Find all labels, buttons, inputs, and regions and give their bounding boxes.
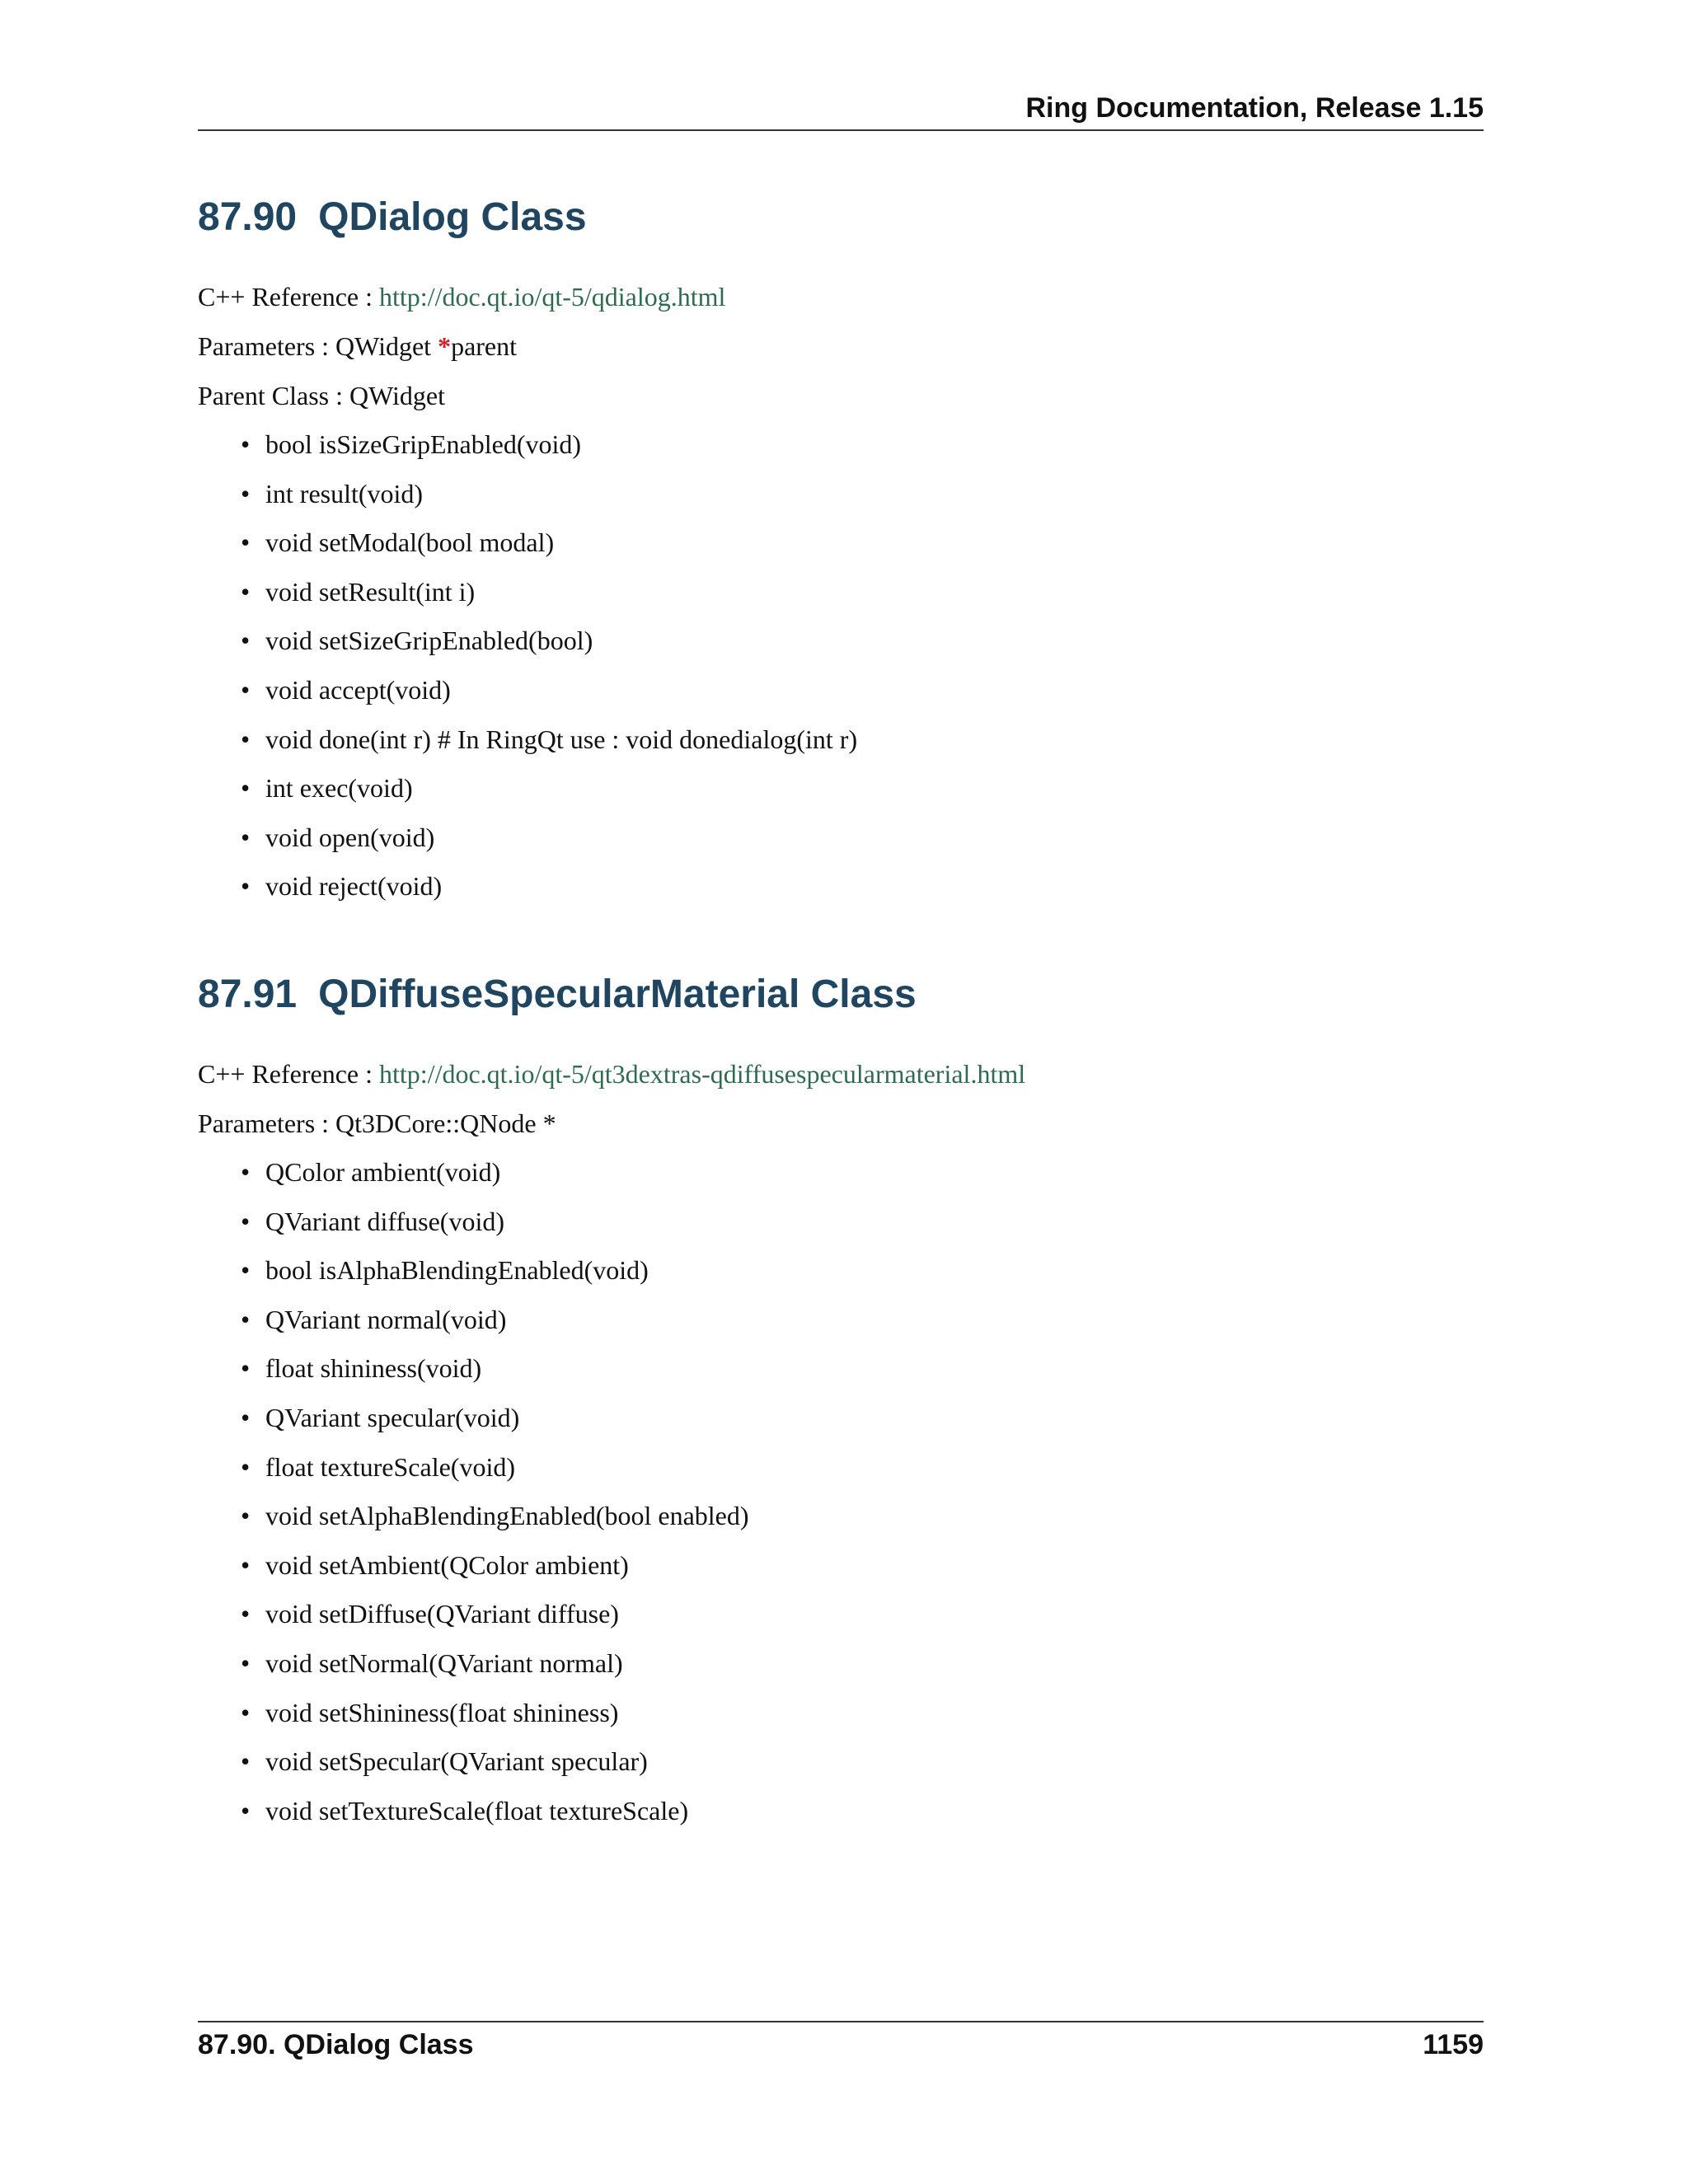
method-signature: void setNormal(QVariant normal) <box>265 1647 623 1678</box>
method-item <box>198 764 1484 813</box>
method-signature: int exec(void) <box>265 773 413 804</box>
bullet-icon: • <box>241 576 251 607</box>
cpp-reference-line <box>198 272 1484 321</box>
method-signature: void done(int r) # In RingQt use : void donedialog(int r) <box>265 724 858 754</box>
method-signature: void setSizeGripEnabled(bool) <box>265 626 593 656</box>
cpp-reference-label: C++ Reference : <box>198 282 373 312</box>
section-heading <box>198 968 1484 1021</box>
parent-class-value: QWidget <box>349 381 445 410</box>
method-signature: float textureScale(void) <box>265 1451 515 1482</box>
method-item <box>198 862 1484 912</box>
bullet-icon: • <box>241 478 251 509</box>
method-item <box>198 1148 1484 1197</box>
method-signature: void setSpecular(QVariant specular) <box>265 1746 648 1777</box>
section-qdialog <box>198 191 1484 912</box>
bullet-icon: • <box>241 1746 251 1777</box>
method-signature: void open(void) <box>265 822 435 852</box>
method-item <box>198 1787 1484 1836</box>
cpp-reference-line <box>198 1049 1484 1099</box>
bullet-icon: • <box>241 1501 251 1531</box>
method-item <box>198 813 1484 863</box>
parameters-line <box>198 321 1484 371</box>
section-qdiffusespecularmaterial <box>198 968 1484 1835</box>
method-item <box>198 1492 1484 1541</box>
method-item <box>198 1590 1484 1639</box>
section-number: 87.91 <box>198 972 298 1016</box>
method-signature: float shininess(void) <box>265 1353 482 1384</box>
method-signature: void setResult(int i) <box>265 576 476 607</box>
pointer-asterisk: * <box>438 331 452 361</box>
section-heading <box>198 191 1484 244</box>
method-item <box>198 470 1484 519</box>
method-signature: void setTextureScale(float textureScale) <box>265 1795 689 1825</box>
bullet-icon: • <box>241 1402 251 1432</box>
bullet-icon: • <box>241 1206 251 1236</box>
method-signature: int result(void) <box>265 478 424 509</box>
method-signature: void setDiffuse(QVariant diffuse) <box>265 1599 619 1629</box>
method-item <box>198 1443 1484 1493</box>
bullet-icon: • <box>241 871 251 902</box>
bullet-icon: • <box>241 674 251 705</box>
parameters-label: Parameters : <box>198 1108 330 1138</box>
bullet-icon: • <box>241 626 251 656</box>
method-item <box>198 1197 1484 1247</box>
method-signature: QColor ambient(void) <box>265 1157 501 1187</box>
method-item <box>198 518 1484 568</box>
bullet-icon: • <box>241 724 251 754</box>
parameters-line <box>198 1099 1484 1148</box>
method-item <box>198 1689 1484 1738</box>
cpp-reference-label: C++ Reference : <box>198 1059 373 1089</box>
parameters-type: QWidget <box>335 331 432 361</box>
bullet-icon: • <box>241 1157 251 1187</box>
method-item <box>198 1737 1484 1787</box>
method-list <box>198 420 1484 912</box>
header-divider <box>198 129 1484 131</box>
parent-class-label: Parent Class : <box>198 381 343 410</box>
footer-divider <box>198 2021 1484 2022</box>
section-title: QDialog Class <box>318 195 587 239</box>
method-item <box>198 616 1484 666</box>
bullet-icon: • <box>241 1697 251 1727</box>
method-signature: QVariant specular(void) <box>265 1402 520 1432</box>
method-item <box>198 1344 1484 1394</box>
bullet-icon: • <box>241 1647 251 1678</box>
method-signature: QVariant normal(void) <box>265 1304 507 1334</box>
method-signature: void setAmbient(QColor ambient) <box>265 1549 629 1580</box>
section-number: 87.90 <box>198 195 298 239</box>
bullet-icon: • <box>241 429 251 459</box>
bullet-icon: • <box>241 822 251 852</box>
footer-section-reference: 87.90. QDialog Class <box>198 2029 474 2060</box>
method-signature: bool isAlphaBlendingEnabled(void) <box>265 1255 649 1286</box>
method-item <box>198 1246 1484 1296</box>
method-item <box>198 666 1484 715</box>
parameters-name: parent <box>451 331 518 361</box>
bullet-icon: • <box>241 1549 251 1580</box>
parameters-label: Parameters : <box>198 331 330 361</box>
method-list <box>198 1148 1484 1835</box>
bullet-icon: • <box>241 1451 251 1482</box>
method-item <box>198 1541 1484 1591</box>
parent-class-line <box>198 371 1484 420</box>
method-signature: void setAlphaBlendingEnabled(bool enabled) <box>265 1501 749 1531</box>
method-signature: void setShininess(float shininess) <box>265 1697 619 1727</box>
section-title: QDiffuseSpecularMaterial Class <box>318 972 917 1016</box>
cpp-reference-link[interactable]: http://doc.qt.io/qt-5/qt3dextras-qdiffusespecularmaterial.html <box>379 1059 1026 1089</box>
bullet-icon: • <box>241 1353 251 1384</box>
method-signature: void reject(void) <box>265 871 443 902</box>
bullet-icon: • <box>241 1255 251 1286</box>
method-item <box>198 568 1484 617</box>
cpp-reference-link[interactable]: http://doc.qt.io/qt-5/qdialog.html <box>379 282 726 312</box>
method-signature: void accept(void) <box>265 674 451 705</box>
method-item <box>198 715 1484 765</box>
bullet-icon: • <box>241 1599 251 1629</box>
document-page <box>198 0 1484 2184</box>
footer-page-number: 1159 <box>1423 2029 1484 2060</box>
bullet-icon: • <box>241 1304 251 1334</box>
running-header-title: Ring Documentation, Release 1.15 <box>1025 92 1484 124</box>
bullet-icon: • <box>241 527 251 558</box>
method-signature: void setModal(bool modal) <box>265 527 555 558</box>
bullet-icon: • <box>241 1795 251 1825</box>
parameters-value: Qt3DCore::QNode * <box>335 1108 556 1138</box>
method-item <box>198 1639 1484 1689</box>
bullet-icon: • <box>241 773 251 804</box>
method-item <box>198 1296 1484 1345</box>
method-signature: bool isSizeGripEnabled(void) <box>265 429 582 459</box>
method-signature: QVariant diffuse(void) <box>265 1206 504 1236</box>
method-item <box>198 1394 1484 1443</box>
method-item <box>198 420 1484 470</box>
